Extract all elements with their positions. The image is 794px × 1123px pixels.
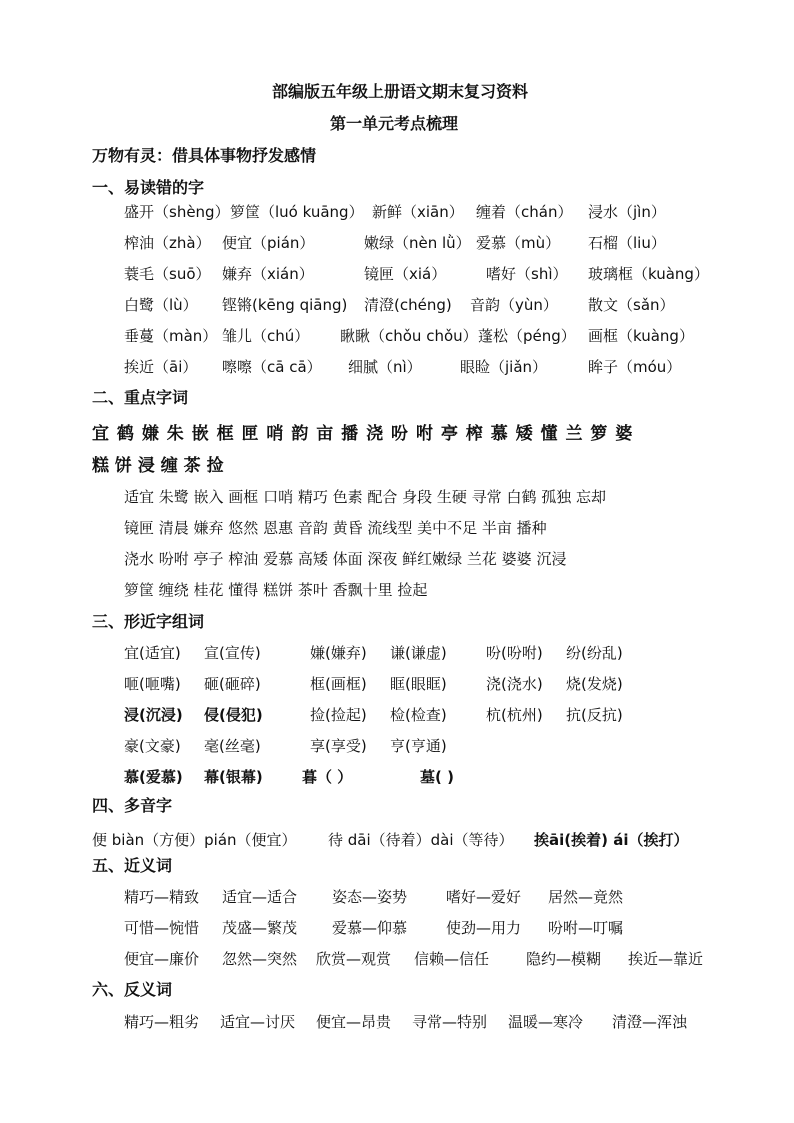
similar-item: 嫌(嫌弃) (310, 644, 367, 662)
pron-item: 箩筐（luó kuāng） (230, 203, 364, 221)
pron-item: 嫌弃（xián） (222, 265, 314, 283)
similar-item: 浸(沉浸) (124, 706, 183, 724)
polyphone-item: 待 dāi（待着）dài（等待） (328, 831, 514, 849)
similar-item: 纷(纷乱) (566, 644, 623, 662)
section-heading-3: 三、形近字组词 (92, 612, 205, 631)
similar-item: 吩(吩咐) (486, 644, 543, 662)
synonym-pair: 使劲—用力 (446, 919, 522, 937)
synonym-pair: 忽然—突然 (222, 950, 298, 968)
pron-item: 榨油（zhà） (124, 234, 211, 252)
unit-theme: 万物有灵：借具体事物抒发感情 (92, 146, 317, 165)
synonym-pair: 挨近—靠近 (628, 950, 704, 968)
synonym-pair: 茂盛—繁茂 (222, 919, 298, 937)
pron-item: 玻璃框（kuàng） (588, 265, 709, 283)
synonym-pair: 信赖—信任 (414, 950, 490, 968)
key-characters-line-1: 宜 鹤 嫌 朱 嵌 框 匣 哨 韵 亩 播 浇 吩 咐 亭 榨 慕 矮 懂 兰 箩 婆 (92, 424, 633, 444)
similar-item: 宣(宣传) (204, 644, 261, 662)
pron-item: 新鲜（xiān） (372, 203, 464, 221)
synonym-pair: 精巧—精致 (124, 888, 200, 906)
synonym-pair: 嗜好—爱好 (446, 888, 522, 906)
synonym-pair: 居然—竟然 (548, 888, 624, 906)
pron-item: 便宜（pián） (222, 234, 315, 252)
similar-item: 浇(浇水) (486, 675, 543, 693)
fill-blank-item: 暮（ ） (302, 768, 353, 786)
similar-item: 豪(文豪) (124, 737, 181, 755)
pron-item: 镜匣（xiá） (364, 265, 447, 283)
similar-item: 烧(发烧) (566, 675, 623, 693)
similar-item: 眶(眼眶) (390, 675, 447, 693)
section-heading-5: 五、近义词 (92, 856, 173, 875)
pron-item: 细腻（nì） (348, 358, 422, 376)
synonym-pair: 可惜—惋惜 (124, 919, 200, 937)
pron-item: 蓑毛（suō） (124, 265, 211, 283)
pron-item: 缠着（chán） (476, 203, 573, 221)
pron-item: 嫩绿（nèn lǜ） (364, 234, 471, 252)
pron-item: 盛开（shèng） (124, 203, 230, 221)
antonym-pair: 清澄—浑浊 (612, 1013, 688, 1031)
key-characters-line-2: 糕 饼 浸 缠 茶 捡 (92, 456, 224, 476)
similar-item: 杭(杭州) (486, 706, 543, 724)
pron-item: 眸子（móu） (588, 358, 682, 376)
pron-item: 散文（sǎn） (588, 296, 675, 314)
key-words-line: 镜匣 清晨 嫌弃 悠然 恩惠 音韵 黄昏 流线型 美中不足 半亩 播种 (124, 519, 547, 537)
pron-item: 石榴（liu） (588, 234, 666, 252)
pron-item: 雏儿（chú） (222, 327, 310, 345)
synonym-pair: 爱慕—仰慕 (332, 919, 408, 937)
pron-item: 嚓嚓（cā cā） (222, 358, 322, 376)
similar-item: 砸(砸碎) (204, 675, 261, 693)
pron-item: 眼睑（jiǎn） (460, 358, 548, 376)
antonym-pair: 便宜—昂贵 (316, 1013, 392, 1031)
key-words-line: 浇水 吩咐 亭子 榨油 爱慕 高矮 体面 深夜 鲜红嫩绿 兰花 婆婆 沉浸 (124, 550, 567, 568)
synonym-pair: 适宜—适合 (222, 888, 298, 906)
section-heading-1: 一、易读错的字 (92, 178, 205, 197)
page-title: 部编版五年级上册语文期末复习资料 (272, 82, 529, 101)
similar-item: 毫(丝毫) (204, 737, 261, 755)
antonym-pair: 寻常—特别 (412, 1013, 488, 1031)
similar-item: 咂(咂嘴) (124, 675, 181, 693)
synonym-pair: 欣赏—观赏 (316, 950, 392, 968)
key-words-line: 适宜 朱鹭 嵌入 画框 口哨 精巧 色素 配合 身段 生硬 寻常 白鹤 孤独 忘却 (124, 488, 606, 506)
antonym-pair: 适宜—讨厌 (220, 1013, 296, 1031)
synonym-pair: 姿态—姿势 (332, 888, 408, 906)
pron-item: 垂蔓（màn） (124, 327, 218, 345)
pron-item: 铿锵(kēng qiāng) (222, 296, 348, 314)
pron-item: 音韵（yùn） (470, 296, 558, 314)
section-heading-2: 二、重点字词 (92, 388, 189, 407)
pron-item: 白鹭（lù） (124, 296, 198, 314)
polyphone-item: 挨āi(挨着) ái（挨打） (534, 831, 689, 849)
similar-item: 谦(谦虚) (390, 644, 447, 662)
synonym-pair: 吩咐—叮嘱 (548, 919, 624, 937)
antonym-pair: 精巧—粗劣 (124, 1013, 200, 1031)
similar-item: 幕(银幕) (204, 768, 263, 786)
pron-item: 嗜好（shì） (486, 265, 568, 283)
similar-item: 侵(侵犯) (204, 706, 263, 724)
similar-item: 宜(适宜) (124, 644, 181, 662)
pron-item: 画框（kuàng） (588, 327, 694, 345)
similar-item: 框(画框) (310, 675, 367, 693)
key-words-line: 箩筐 缠绕 桂花 懂得 糕饼 茶叶 香飘十里 捡起 (124, 581, 428, 599)
similar-item: 捡(捡起) (310, 706, 367, 724)
similar-item: 抗(反抗) (566, 706, 623, 724)
pron-item: 瞅瞅（chǒu chǒu） (340, 327, 478, 345)
similar-item: 享(享受) (310, 737, 367, 755)
pron-item: 挨近（āi） (124, 358, 198, 376)
section-heading-4: 四、多音字 (92, 796, 173, 815)
similar-item: 慕(爱慕) (124, 768, 183, 786)
synonym-pair: 便宜—廉价 (124, 950, 200, 968)
similar-item: 亨(亨通) (390, 737, 447, 755)
antonym-pair: 温暖—寒冷 (508, 1013, 584, 1031)
unit-subtitle: 第一单元考点梳理 (330, 114, 459, 133)
section-heading-6: 六、反义词 (92, 980, 173, 999)
pron-item: 浸水（jìn） (588, 203, 666, 221)
polyphone-item: 便 biàn（方便）pián（便宜） (92, 831, 297, 849)
synonym-pair: 隐约—模糊 (526, 950, 602, 968)
pron-item: 蓬松（péng） (478, 327, 576, 345)
pron-item: 清澄(chéng) (364, 296, 452, 314)
similar-item: 检(检查) (390, 706, 447, 724)
fill-blank-item: 墓( ) (420, 768, 454, 786)
pron-item: 爱慕（mù） (476, 234, 561, 252)
